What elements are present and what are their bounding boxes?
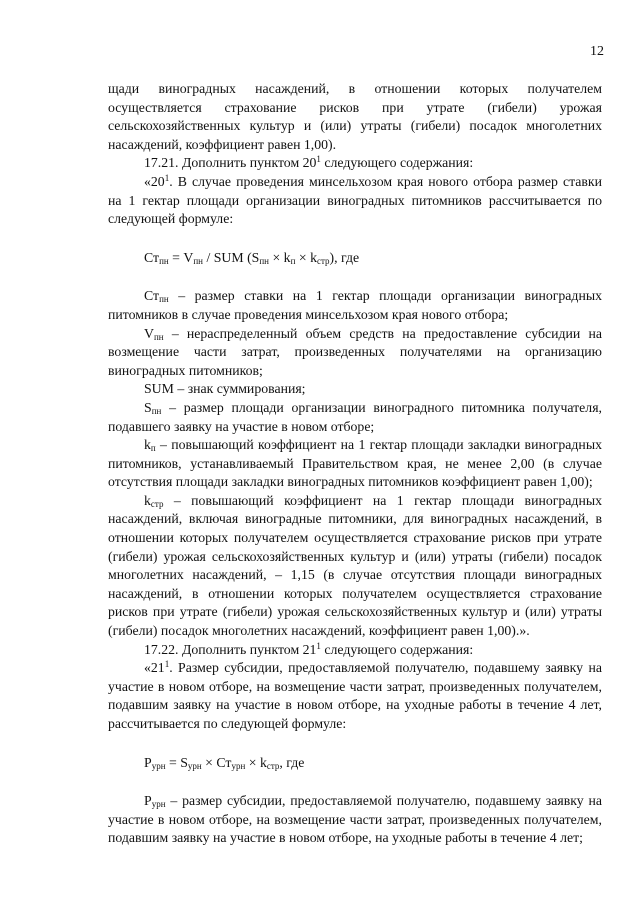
paragraph-p4 <box>108 325 602 381</box>
text-run: ), где <box>329 249 360 265</box>
text-run: 17.21. Дополнить пунктом 20 <box>144 155 317 171</box>
text-run: – повышающий коэффициент на 1 гектар площади виноградных насаждений, включая виноградные питомники, для виноградных насаждений, в отношении которых получателем осуществляется страхование рисков при утрате (гибели) урожая сельскохозяйственных культур и (или) утраты (гибели) посадок многолетних насаждений, – 1,15 (в случае отсутствия площади виноградных насаждений, в отношении которых получателем осуществляется страхование рисков при утрате (гибели) урожая сельскохозяйственных культур и (или) утраты (гибели) посадок многолетних насаждений, коэффициент равен 1,00).». <box>108 492 602 639</box>
paragraph-p2 <box>108 173 602 229</box>
subscript: пн <box>159 294 169 305</box>
superscript: 1 <box>316 640 321 651</box>
text-run: S <box>144 399 152 415</box>
text-run: Ст <box>144 249 160 265</box>
text-run: k <box>144 437 151 453</box>
subscript: урн <box>151 799 166 810</box>
text-run: V <box>144 325 154 341</box>
paragraph-p1 <box>108 154 602 173</box>
text-run: × Ст <box>201 754 232 770</box>
text-run: следующего содержания: <box>320 155 474 171</box>
page-number: 12 <box>590 44 604 59</box>
text-run: . В случае проведения минсельхозом края нового отбора размер ставки на 1 гектар площади организации виноградных питомников рассчитывается по следующей формуле: <box>108 173 602 227</box>
text-run: – нераспределенный объем средств на предоставление субсидии на возмещение части затрат, произведенных получателями на организацию виноградных питомников; <box>108 325 602 378</box>
text-run: × k <box>245 754 267 770</box>
subscript: урн <box>187 760 202 771</box>
text-run: Р <box>144 793 152 809</box>
text-run: = V <box>168 249 194 265</box>
text-run: / SUM (S <box>203 249 260 265</box>
formula-f1 <box>144 249 602 268</box>
text-run: SUM – знак суммирования; <box>144 381 306 397</box>
text-run: – размер субсидии, предоставляемой получателю, подавшему заявку на участие в новом отборе, на возмещение части затрат, произведенных получателем, подавшим заявку на участие в новом отборе, на уходные работы в течение 4 лет; <box>108 793 602 846</box>
paragraph-p5 <box>108 380 602 399</box>
text-run: Ст <box>144 288 160 304</box>
text-run: – размер ставки на 1 гектар площади организации виноградных питомников в случае проведения минсельхозом края нового отбора; <box>108 288 602 322</box>
paragraph-p8 <box>108 492 602 641</box>
subscript: урн <box>231 760 246 771</box>
text-run: – размер площади организации виноградного питомника получателя, подавшего заявку на участие в новом отборе; <box>108 399 602 434</box>
subscript: пн <box>259 255 269 266</box>
superscript: 1 <box>316 154 321 165</box>
paragraph-p11 <box>108 792 602 848</box>
text-run: «20 <box>144 173 165 189</box>
superscript: 1 <box>164 659 170 670</box>
subscript: пн <box>151 405 162 416</box>
text-run: следующего содержания: <box>320 641 474 657</box>
subscript: п <box>290 255 296 266</box>
subscript: пн <box>159 255 169 266</box>
paragraph-p0 <box>108 80 602 154</box>
formula-f2 <box>144 754 602 773</box>
subscript: пн <box>153 331 164 342</box>
text-run: – повышающий коэффициент на 1 гектар площади закладки виноградных питомников, устанавливаемый Правительством края, не менее 2,00 (в случае отсутствия площади закладки виноградных питомников коэффициент равен 1,00); <box>108 437 602 490</box>
text-run: щади виноградных насаждений, в отношении которых получателем осуществляется страхование рисков при утрате (гибели) урожая сельскохозяйственных культур и (или) утраты (гибели) посадок многолетних насаждений, коэффициент равен 1,00). <box>108 81 602 152</box>
subscript: стр <box>150 498 164 509</box>
subscript: п <box>150 443 156 454</box>
text-run: × k <box>269 249 291 265</box>
subscript: урн <box>151 760 166 771</box>
subscript: стр <box>266 760 280 771</box>
text-run: . Размер субсидии, предоставляемой получателю, подавшему заявку на участие в новом отборе, на возмещение части затрат, произведенных получателем, подавшим заявку на участие в новом отборе, на уходные работы в течение 4 лет, рассчитывается по следующей формуле: <box>108 660 602 731</box>
text-run: 17.22. Дополнить пунктом 21 <box>144 641 317 657</box>
text-run: = S <box>165 754 188 770</box>
text-run: Р <box>144 754 152 770</box>
text-run: k <box>144 492 151 508</box>
paragraph-p3 <box>108 287 602 324</box>
subscript: пн <box>193 255 203 266</box>
paragraph-p7 <box>108 436 602 492</box>
superscript: 1 <box>164 172 170 183</box>
paragraph-p10 <box>108 659 602 733</box>
document-body <box>108 80 602 848</box>
paragraph-p9 <box>108 641 602 660</box>
text-run: «21 <box>144 660 165 676</box>
paragraph-p6 <box>108 399 602 436</box>
text-run: × k <box>295 249 317 265</box>
subscript: стр <box>316 255 330 266</box>
text-run: , где <box>279 754 305 770</box>
